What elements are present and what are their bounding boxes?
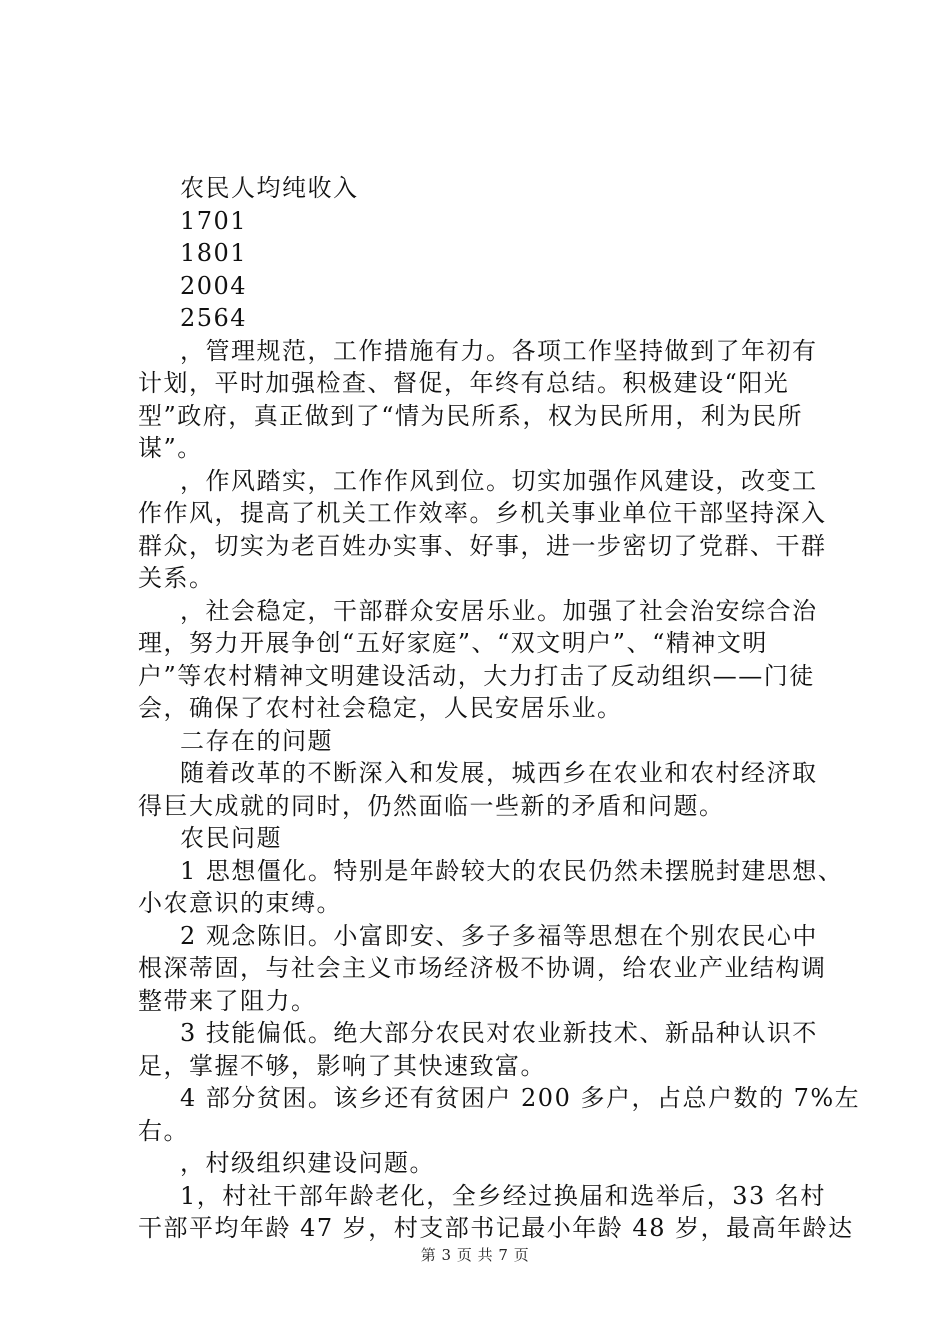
text-line: 关系。 — [138, 564, 215, 592]
text-line: 1701 — [180, 206, 248, 235]
text-line: 2564 — [180, 304, 248, 332]
text-line: 根深蒂固，与社会主义市场经济极不协调，给农业产业结构调 — [138, 954, 827, 982]
text-line: 2 观念陈旧。小富即安、多子多福等思想在个别农民心中 — [180, 921, 818, 950]
text-line: ，社会稳定，干部群众安居乐业。加强了社会治安综合治 — [180, 596, 818, 625]
text-line: 会，确保了农村社会稳定，人民安居乐业。 — [138, 694, 623, 722]
text-line: 型”政府，真正做到了“情为民所系，权为民所用，利为民所 — [138, 401, 804, 430]
text-line: 谋”。 — [138, 434, 203, 462]
text-line: ，作风踏实，工作作风到位。切实加强作风建设，改变工 — [180, 466, 818, 495]
text-line: 得巨大成就的同时，仍然面临一些新的矛盾和问题。 — [138, 791, 725, 820]
text-line: 干部平均年龄 47 岁，村支部书记最小年龄 48 岁，最高年龄达 — [138, 1214, 854, 1242]
text-line: 1 思想僵化。特别是年龄较大的农民仍然未摆脱封建思想、 — [180, 856, 844, 885]
text-line: 理，努力开展争创“五好家庭”、“双文明户”、“精神文明 — [138, 629, 768, 657]
text-line: 随着改革的不断深入和发展，城西乡在农业和农村经济取 — [180, 759, 818, 787]
text-line: 整带来了阻力。 — [138, 986, 317, 1015]
text-line: 右。 — [138, 1116, 189, 1145]
text-line: 小农意识的束缚。 — [138, 889, 342, 917]
text-line: ，管理规范，工作措施有力。各项工作坚持做到了年初有 — [180, 336, 818, 365]
page-footer: 第 3 页 共 7 页 — [420, 1246, 530, 1264]
text-line: 群众，切实为老百姓办实事、好事，进一步密切了党群、干群 — [138, 531, 827, 560]
text-line: 1801 — [180, 239, 248, 267]
text-line: 二存在的问题 — [180, 726, 333, 755]
text-line: 计划，平时加强检查、督促，年终有总结。积极建设“阳光 — [138, 369, 790, 397]
document-body — [138, 172, 861, 1245]
text-line: 足，掌握不够，影响了其快速致富。 — [138, 1051, 546, 1080]
text-line: 2004 — [180, 271, 248, 300]
text-line: 农民问题 — [180, 824, 282, 852]
text-line: ，村级组织建设问题。 — [180, 1149, 435, 1177]
text-line: 1，村社干部年龄老化，全乡经过换届和选举后，33 名村 — [180, 1181, 826, 1210]
text-line: 农民人均纯收入 — [180, 174, 359, 202]
text-line: 作作风，提高了机关工作效率。乡机关事业单位干部坚持深入 — [138, 499, 827, 527]
text-line: 3 技能偏低。绝大部分农民对农业新技术、新品种认识不 — [180, 1019, 818, 1047]
text-line: 户”等农村精神文明建设活动，大力打击了反动组织——门徒 — [138, 661, 815, 690]
text-line: 4 部分贫困。该乡还有贫困户 200 多户，占总户数的 7%左 — [180, 1084, 861, 1112]
